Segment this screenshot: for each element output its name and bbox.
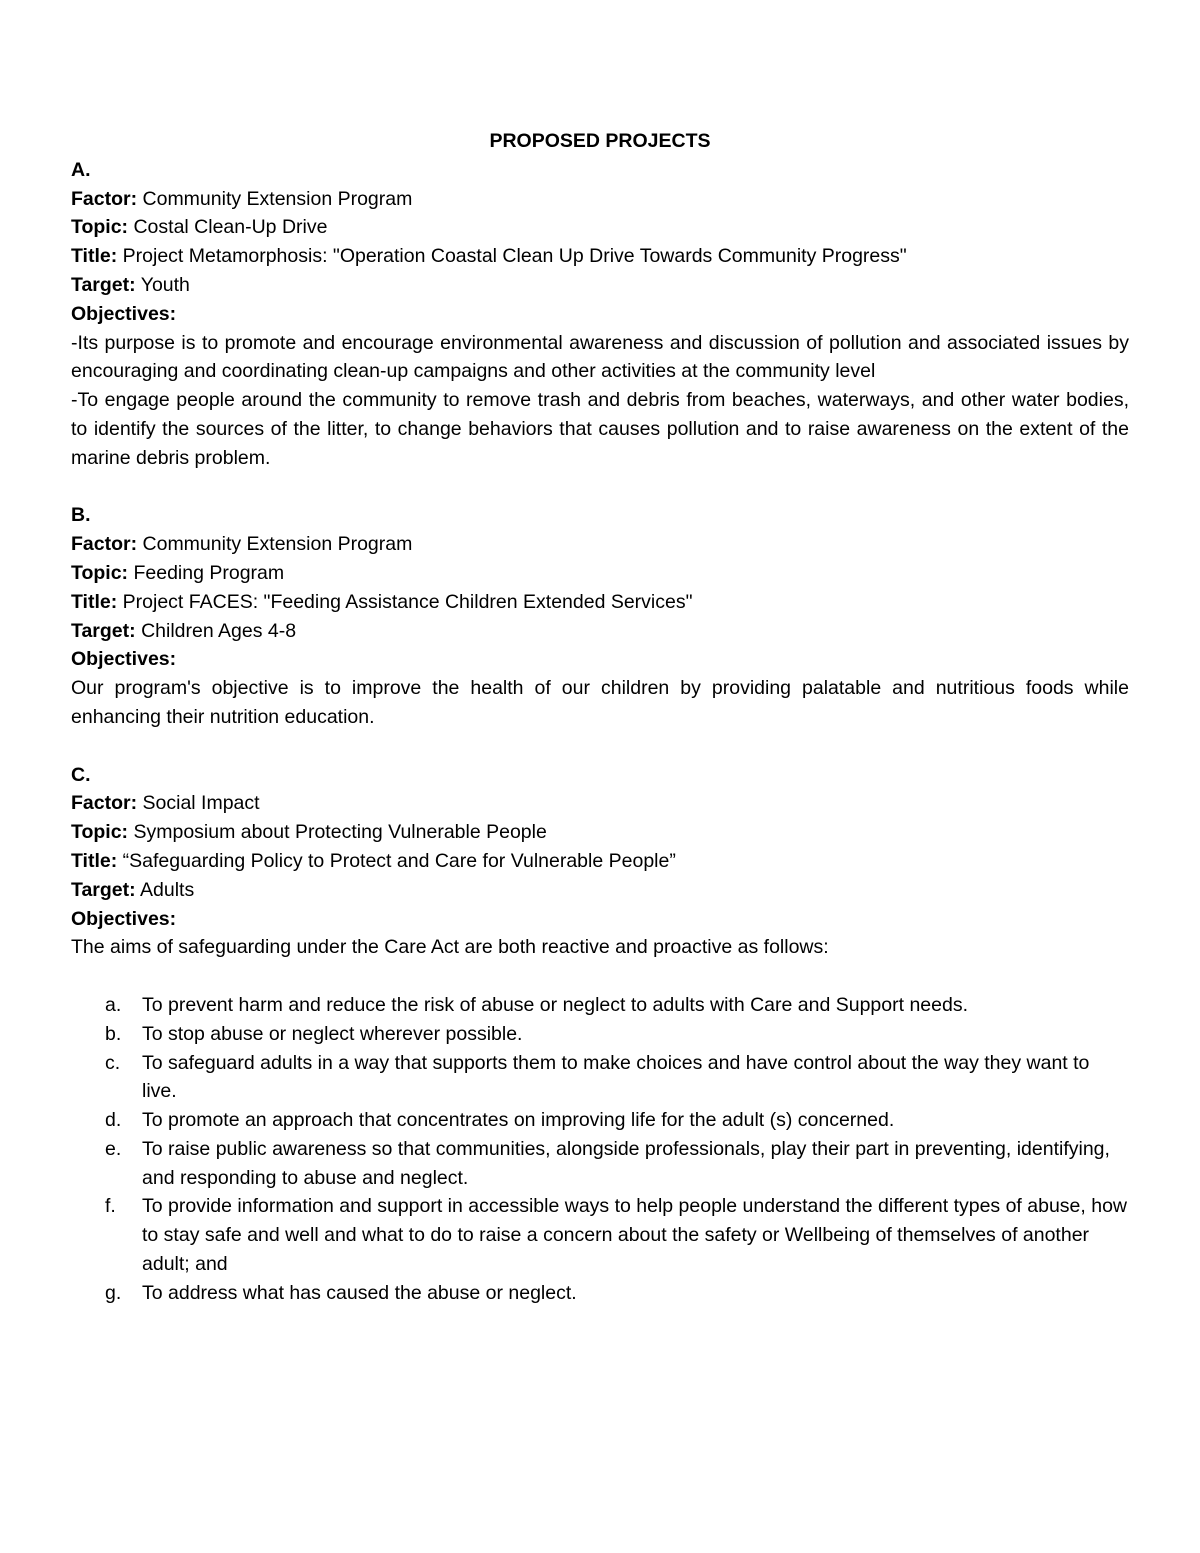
factor-line <box>71 185 1129 214</box>
project-b <box>71 501 1129 731</box>
list-marker: e. <box>105 1137 122 1160</box>
project-letter: B. <box>71 504 91 527</box>
topic-line <box>71 213 1129 242</box>
topic-label: Topic: <box>71 821 129 844</box>
list-item <box>71 1279 1129 1308</box>
factor-value: Community Extension Program <box>142 187 413 210</box>
section-spacer <box>71 732 1129 761</box>
list-marker: g. <box>105 1281 122 1304</box>
list-item <box>71 1020 1129 1049</box>
list-marker: b. <box>105 1022 122 1045</box>
factor-value: Community Extension Program <box>142 533 413 556</box>
target-line <box>71 617 1129 646</box>
factor-label: Factor: <box>71 533 138 556</box>
title-label: Title: <box>71 590 118 613</box>
title-value: “Safeguarding Policy to Protect and Care for Vulnerable People” <box>122 849 676 872</box>
target-label: Target: <box>71 619 136 642</box>
target-line <box>71 271 1129 300</box>
list-spacer <box>71 962 1129 991</box>
topic-value: Symposium about Protecting Vulnerable People <box>133 821 547 844</box>
section-spacer <box>71 473 1129 502</box>
list-marker: c. <box>105 1051 121 1074</box>
list-item-text: To stop abuse or neglect wherever possible. <box>142 1022 523 1045</box>
list-item <box>71 1049 1129 1107</box>
document-title: PROPOSED PROJECTS <box>489 130 711 152</box>
target-value: Children Ages 4-8 <box>141 619 297 642</box>
title-label: Title: <box>71 849 118 872</box>
project-c <box>71 761 1129 1308</box>
list-marker: f. <box>105 1195 116 1218</box>
factor-line <box>71 530 1129 559</box>
title-line <box>71 588 1129 617</box>
list-item-text: To prevent harm and reduce the risk of abuse or neglect to adults with Care and Support needs. <box>142 993 968 1016</box>
title-value: Project Metamorphosis: "Operation Coastal Clean Up Drive Towards Community Progress" <box>122 245 907 268</box>
target-label: Target: <box>71 273 136 296</box>
factor-label: Factor: <box>71 792 138 815</box>
aims-intro: The aims of safeguarding under the Care Act are both reactive and proactive as follows: <box>71 936 829 959</box>
list-marker: a. <box>105 993 122 1016</box>
target-label: Target: <box>71 878 136 901</box>
list-item <box>71 1106 1129 1135</box>
objective-paragraph: -Its purpose is to promote and encourage environmental awareness and discussion of pollution and associated issues by encouraging and coordinating clean-up campaigns and other activities at the community level <box>71 331 1129 383</box>
list-item-text: To promote an approach that concentrates on improving life for the adult (s) concerned. <box>142 1109 895 1132</box>
target-line <box>71 876 1129 905</box>
objectives-label: Objectives: <box>71 302 177 325</box>
title-value: Project FACES: "Feeding Assistance Children Extended Services" <box>122 590 693 613</box>
factor-value: Social Impact <box>142 792 260 815</box>
objective-paragraph: -To engage people around the community to remove trash and debris from beaches, waterways, and other water bodies, to identify the sources of the litter, to change behaviors that causes pollution and to raise awareness on the extent of the marine debris problem. <box>71 389 1129 469</box>
list-item-text: To raise public awareness so that communities, alongside professionals, play their part in preventing, identifying, and responding to abuse and neglect. <box>142 1137 1110 1189</box>
title-label: Title: <box>71 245 118 268</box>
project-letter: A. <box>71 158 91 181</box>
objectives-label: Objectives: <box>71 648 177 671</box>
aims-list <box>71 991 1129 1308</box>
list-item-text: To address what has caused the abuse or neglect. <box>142 1281 577 1304</box>
topic-line <box>71 818 1129 847</box>
project-a <box>71 156 1129 473</box>
topic-value: Costal Clean-Up Drive <box>133 216 328 239</box>
topic-label: Topic: <box>71 216 129 239</box>
list-item-text: To provide information and support in accessible ways to help people understand the different types of abuse, how to stay safe and well and what to do to raise a concern about the safety or Wellbeing of themselves of another adult; and <box>142 1195 1128 1276</box>
project-letter: C. <box>71 763 91 786</box>
objective-paragraph: Our program's objective is to improve the health of our children by providing palatable and nutritious foods while enhancing their nutrition education. <box>71 677 1129 728</box>
objectives-label: Objectives: <box>71 907 177 930</box>
list-item-text: To safeguard adults in a way that supports them to make choices and have control about the way they want to live. <box>142 1051 1090 1103</box>
topic-line <box>71 559 1129 588</box>
list-item <box>71 1192 1129 1278</box>
topic-label: Topic: <box>71 561 129 584</box>
topic-value: Feeding Program <box>133 561 285 584</box>
list-marker: d. <box>105 1109 122 1132</box>
target-value: Youth <box>140 273 190 296</box>
target-value: Adults <box>140 878 195 901</box>
title-line <box>71 847 1129 876</box>
list-item <box>71 991 1129 1020</box>
factor-line <box>71 789 1129 818</box>
factor-label: Factor: <box>71 187 138 210</box>
title-line <box>71 242 1129 271</box>
list-item <box>71 1135 1129 1193</box>
document-page <box>71 127 1129 1308</box>
